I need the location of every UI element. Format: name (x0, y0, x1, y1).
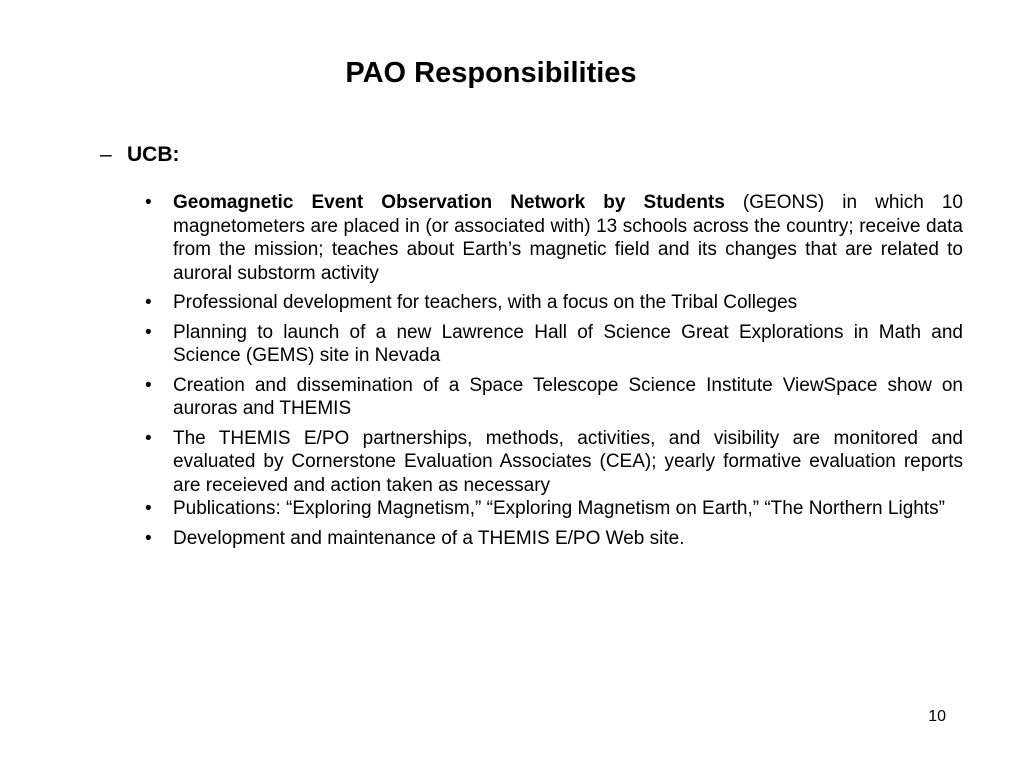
bullet-marker: • (145, 292, 152, 313)
bullet-bold-text: Geomagnetic Event Observation Network by Students (173, 192, 725, 213)
section-heading (100, 140, 180, 170)
section-dash: – (100, 143, 112, 166)
bullet-item-gems (145, 321, 963, 368)
slide-title: PAO Responsibilities (345, 57, 637, 89)
bullet-text: The THEMIS E/PO partnerships, methods, activities, and visibility are monitored and evaluated by Cornerstone Evaluation Associates (CEA); yearly formative evaluation reports are receieved and action taken as necessary (173, 427, 963, 496)
bullet-text: Planning to launch of a new Lawrence Hall of Science Great Explorations in Math and Science (GEMS) site in Nevada (173, 321, 963, 366)
bullet-text: (GEONS) in which 10 magnetometers are placed in (or associated with) 13 schools across the country; receive data from the mission; teaches about Earth’s magnetic field and its changes that are related to auroral substorm activity (173, 192, 963, 284)
bullet-text: Creation and dissemination of a Space Telescope Science Institute ViewSpace show on auroras and THEMIS (173, 374, 963, 419)
bullet-marker: • (145, 427, 152, 449)
page-number: 10 (928, 708, 946, 725)
bullet-text: Development and maintenance of a THEMIS E/PO Web site. (173, 527, 685, 549)
bullet-marker: • (145, 498, 152, 519)
bullet-text: Professional development for teachers, with a focus on the Tribal Colleges (173, 292, 798, 313)
bullet-item-professional-development (145, 291, 963, 315)
bullet-item-evaluation (145, 427, 963, 498)
section-label: UCB: (127, 143, 180, 166)
bullet-marker: • (145, 192, 152, 213)
bullet-marker: • (145, 374, 152, 396)
bullet-marker: • (145, 321, 152, 343)
bullet-item-publications (145, 497, 963, 521)
bullet-item-viewspace (145, 374, 963, 421)
bullet-marker: • (145, 527, 152, 549)
bullet-item-geons (145, 191, 963, 285)
bullet-list (145, 191, 963, 550)
bullet-text: Publications: “Exploring Magnetism,” “Exploring Magnetism on Earth,” “The Northern Lights” (173, 498, 945, 519)
bullet-item-website (145, 527, 963, 551)
